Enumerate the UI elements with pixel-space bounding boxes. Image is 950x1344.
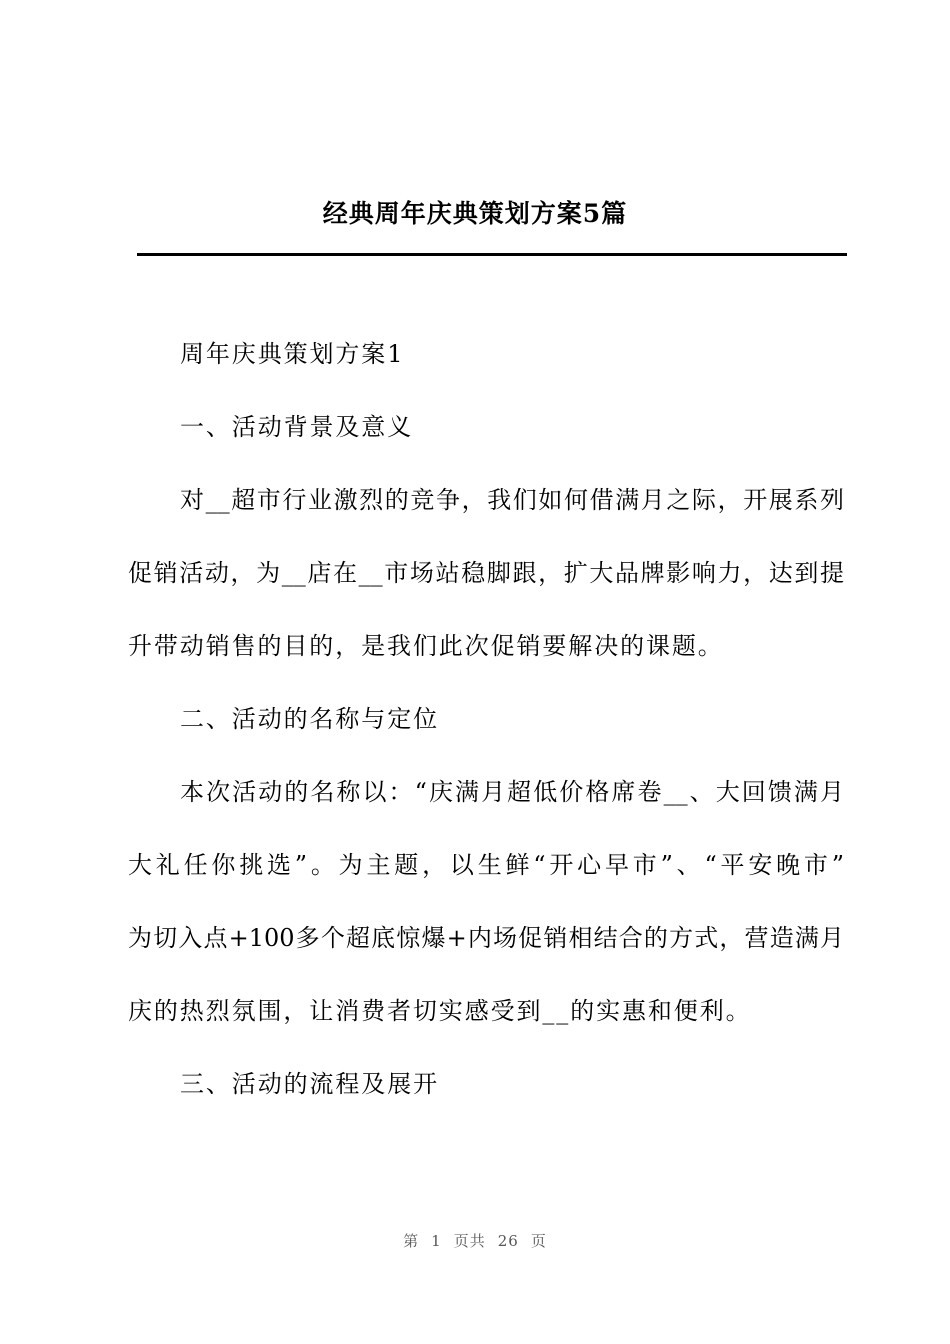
footer-prefix: 第 xyxy=(403,1232,420,1250)
paragraph-line: 为切入点+100多个超底惊爆+内场促销相结合的方式，营造满月 xyxy=(128,924,844,952)
paragraph-line: 对__超市行业激烈的竞争，我们如何借满月之际，开展系列 xyxy=(180,486,844,514)
page-footer xyxy=(0,1230,950,1251)
paragraph-line: 促销活动，为__店在__市场站稳脚跟，扩大品牌影响力，达到提 xyxy=(128,559,844,587)
document-title: 经典周年庆典策划方案5篇 xyxy=(322,199,628,228)
footer-suffix: 页 xyxy=(530,1232,547,1250)
footer-current-page: 1 xyxy=(431,1232,442,1250)
document-body xyxy=(128,342,844,1145)
footer-total-pages: 26 xyxy=(497,1232,519,1250)
paragraph-line: 庆的热烈氛围，让消费者切实感受到__的实惠和便利。 xyxy=(128,997,752,1025)
paragraph-line: 大礼任你挑选”。为主题，以生鲜“开心早市”、“平安晚市” xyxy=(128,851,844,879)
section-heading-background: 一、活动背景及意义 xyxy=(180,413,414,441)
paragraph-line: 本次活动的名称以：“庆满月超低价格席卷__、大回馈满月 xyxy=(180,778,844,806)
section-heading-name-positioning: 二、活动的名称与定位 xyxy=(180,705,439,733)
paragraph-line: 升带动销售的目的，是我们此次促销要解决的课题。 xyxy=(128,632,724,660)
footer-middle: 页共 xyxy=(453,1232,486,1250)
section-heading-plan-1: 周年庆典策划方案1 xyxy=(180,340,405,368)
section-heading-process: 三、活动的流程及展开 xyxy=(180,1070,439,1098)
title-underline xyxy=(137,253,847,256)
